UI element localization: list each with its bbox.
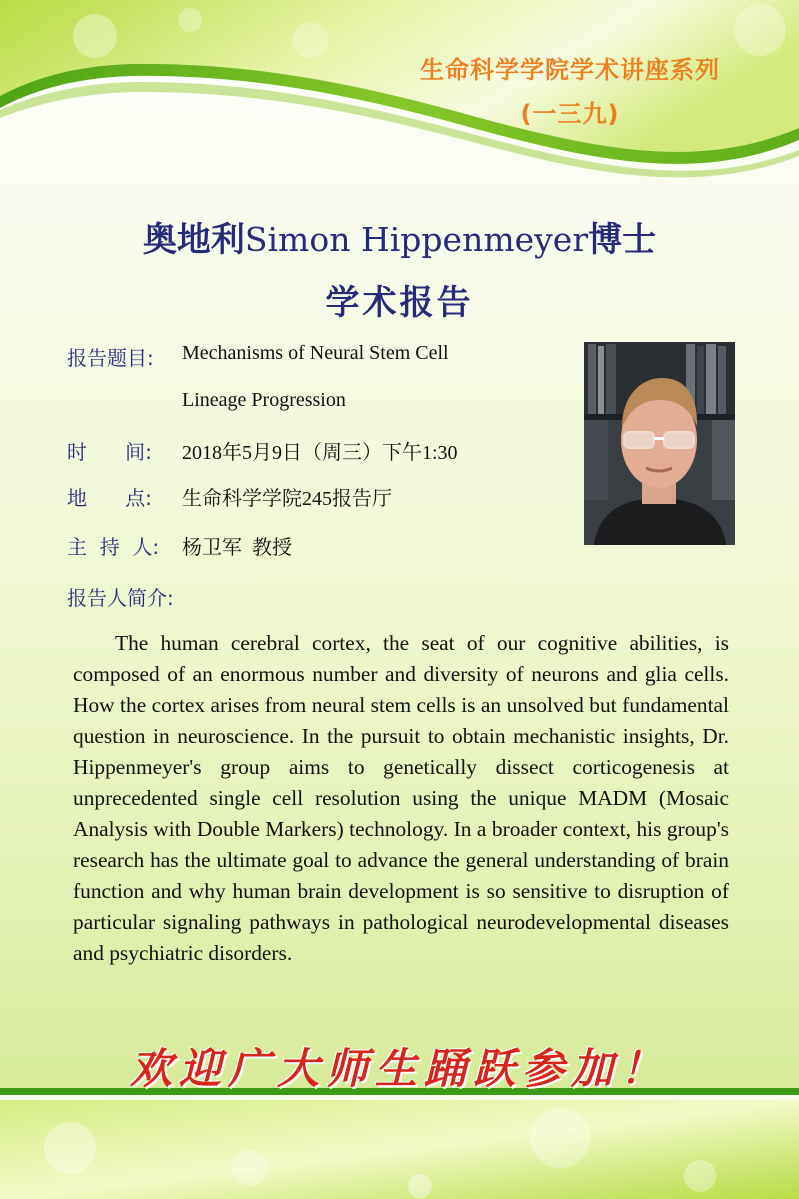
topic-value-line2: Lineage Progression (182, 389, 346, 411)
welcome-slogan: 欢迎广大师生踊跃参加！ (129, 1044, 669, 1093)
title-prefix: 奥地利 (142, 220, 245, 260)
time-value: 2018年5月9日（周三）下午1:30 (182, 442, 458, 464)
place-label: 地 点: (67, 486, 152, 510)
speaker-name: Simon Hippenmeyer (244, 220, 589, 259)
host-label: 主 持 人: (67, 535, 160, 559)
topic-label: 报告题目: (67, 346, 154, 370)
page-title (0, 212, 799, 261)
lecture-series-title: 生命科学学院学术讲座系列 (420, 56, 720, 84)
speaker-bio: The human cerebral cortex, the seat of our cognitive abilities, is composed of an enormous number and diversity of neurons and glia cells. How the cortex arises from neural stem cells is an unsolved but fundamental question in neuroscience. In the pursuit to obtain mechanistic insights, Dr. Hippenmeyer's group aims to genetically dissect corticogenesis at unprecedented single cell resolution using the unique MADM (Mosaic Analysis with Double Markers) technology. In a broader context, his group's research has the ultimate goal to advance the general understanding of brain function and why human brain development is so sensitive to disruption of particular signaling pathways in pathological neurodevelopmental diseases and psychiatric disorders. (73, 631, 729, 965)
place-value: 生命科学学院245报告厅 (182, 488, 392, 510)
bottom-band-decoration (0, 1088, 799, 1199)
topic-value-line1: Mechanisms of Neural Stem Cell (182, 342, 449, 364)
speaker-photo (584, 342, 735, 545)
speaker-intro-label: 报告人简介: (67, 586, 174, 610)
page-subtitle: 学术报告 (325, 283, 474, 323)
title-suffix: 博士 (588, 220, 657, 260)
time-label: 时 间: (67, 440, 152, 464)
lecture-series-number: (一三九) (520, 100, 620, 128)
host-value: 杨卫军 教授 (182, 537, 292, 559)
